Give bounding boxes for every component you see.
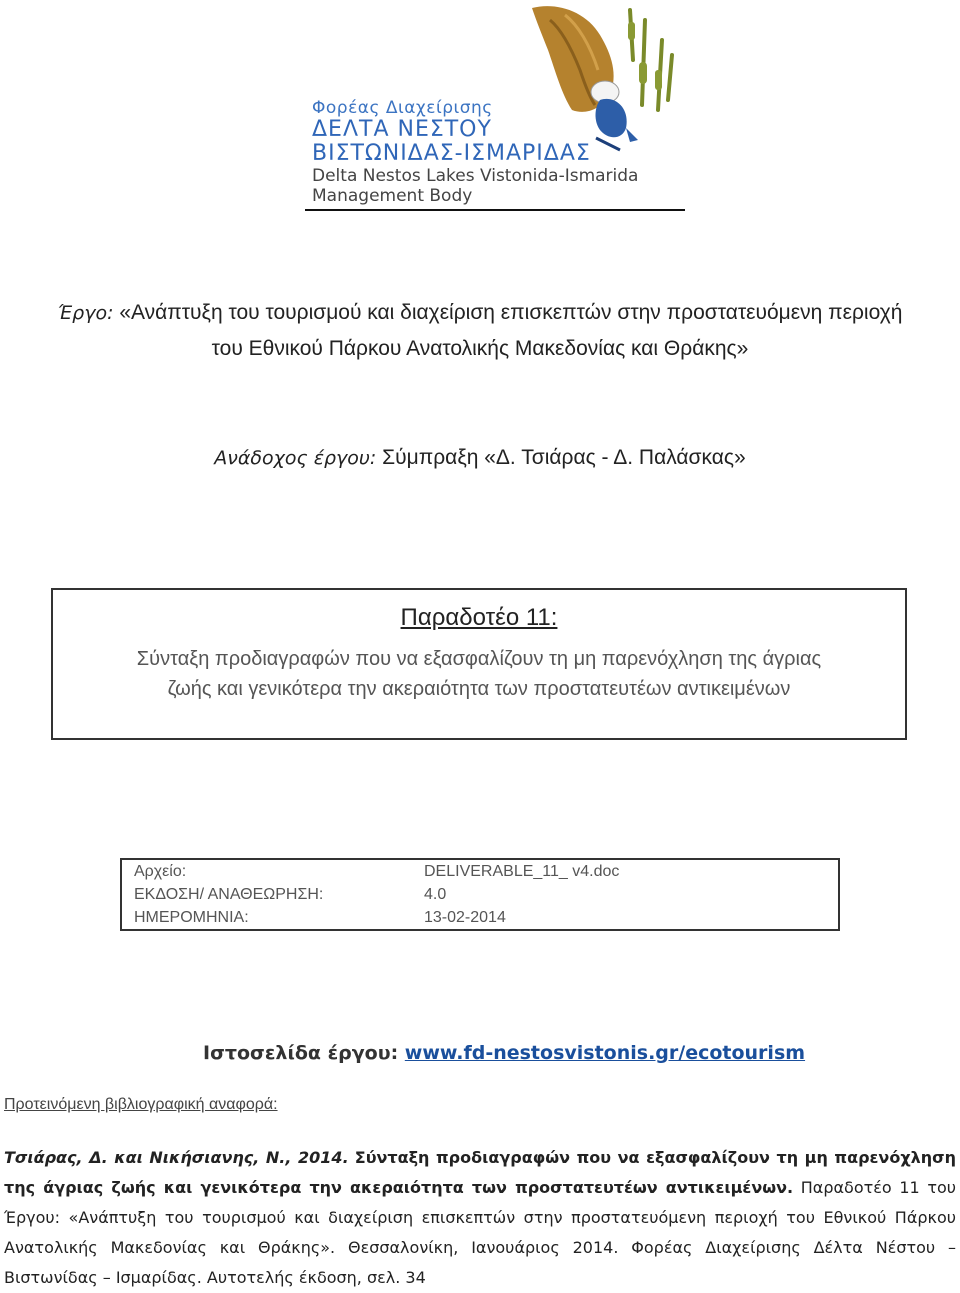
deliverable-box	[51, 588, 907, 740]
logo-line-4: Delta Nestos Lakes Vistonida-Ismarida	[312, 166, 639, 186]
logo-line-2: ΔΕΛΤΑ ΝΕΣΤΟΥ	[312, 117, 492, 142]
deliverable-title: Παραδοτέο 11:	[400, 604, 558, 631]
logo-line-1: Φορέας Διαχείρισης	[312, 98, 493, 118]
project-text-line-2: του Εθνικού Πάρκου Ανατολικής Μακεδονίας και Θράκης»	[211, 337, 749, 360]
logo-divider	[305, 209, 685, 211]
website-link[interactable]: www.fd-nestosvistonis.gr/ecotourism	[404, 1042, 806, 1064]
management-body-logo	[300, 0, 690, 215]
date-value: 13-02-2014	[424, 909, 506, 926]
citation-label: Προτεινόμενη βιβλιογραφική αναφορά:	[4, 1096, 278, 1113]
contractor-label: Ανάδοχος έργου:	[214, 447, 377, 469]
deliverable-description	[53, 644, 905, 704]
citation-text	[4, 1143, 956, 1293]
citation-rest: Παραδοτέο 11 του Έργου: «Ανάπτυξη του τουρισμού και διαχείριση επισκεπτών στην προστατευόμενη περιοχή του Εθνικού Πάρκου Ανατολικής Μακεδονίας και Θράκης». Θεσσαλονίκη, Ιανουάριος 2014. Φορέας Διαχείρισης Δέλτα Νέστου – Βιστωνίδας – Ισμαρίδας. Αυτοτελής έκδοση, σελ. 34	[4, 1178, 956, 1287]
deliverable-desc-line-2: ζωής και γενικότερα την ακεραιότητα των προστατευτέων αντικειμένων	[167, 678, 791, 700]
version-value: 4.0	[424, 886, 447, 903]
document-info-box	[120, 858, 840, 931]
date-label: ΗΜΕΡΟΜΗΝΙΑ:	[134, 909, 249, 926]
contractor-text: Σύμπραξη «Δ. Τσιάρας - Δ. Παλάσκας»	[382, 446, 746, 469]
logo-line-5: Management Body	[312, 186, 473, 206]
project-website	[203, 1042, 805, 1064]
citation-authors: Τσιάρας, Δ. και Νικήσιανης, Ν., 2014.	[4, 1148, 349, 1167]
project-text-line-1: «Ανάπτυξη του τουρισμού και διαχείριση επισκεπτών στην προστατευόμενη περιοχή	[119, 301, 903, 324]
project-label: Έργο:	[57, 302, 114, 324]
project-title	[0, 295, 960, 367]
file-value: DELIVERABLE_11_ v4.doc	[424, 863, 620, 880]
deliverable-desc-line-1: Σύνταξη προδιαγραφών που να εξασφαλίζουν τη μη παρενόχληση της άγριας	[136, 648, 822, 670]
file-label: Αρχείο:	[134, 863, 187, 880]
website-label: Ιστοσελίδα έργου:	[203, 1042, 399, 1064]
logo-line-3: ΒΙΣΤΩΝΙΔΑΣ-ΙΣΜΑΡΙΔΑΣ	[312, 141, 591, 166]
version-label: ΕΚΔΟΣΗ/ ΑΝΑΘΕΩΡΗΣΗ:	[134, 886, 324, 903]
contractor	[0, 440, 960, 476]
citation-title: Σύνταξη προδιαγραφών που να εξασφαλίζουν τη μη παρενόχληση της άγριας ζωής και γενικότερα την ακεραιότητα των προστατευτέων αντικειμένων.	[4, 1148, 957, 1197]
